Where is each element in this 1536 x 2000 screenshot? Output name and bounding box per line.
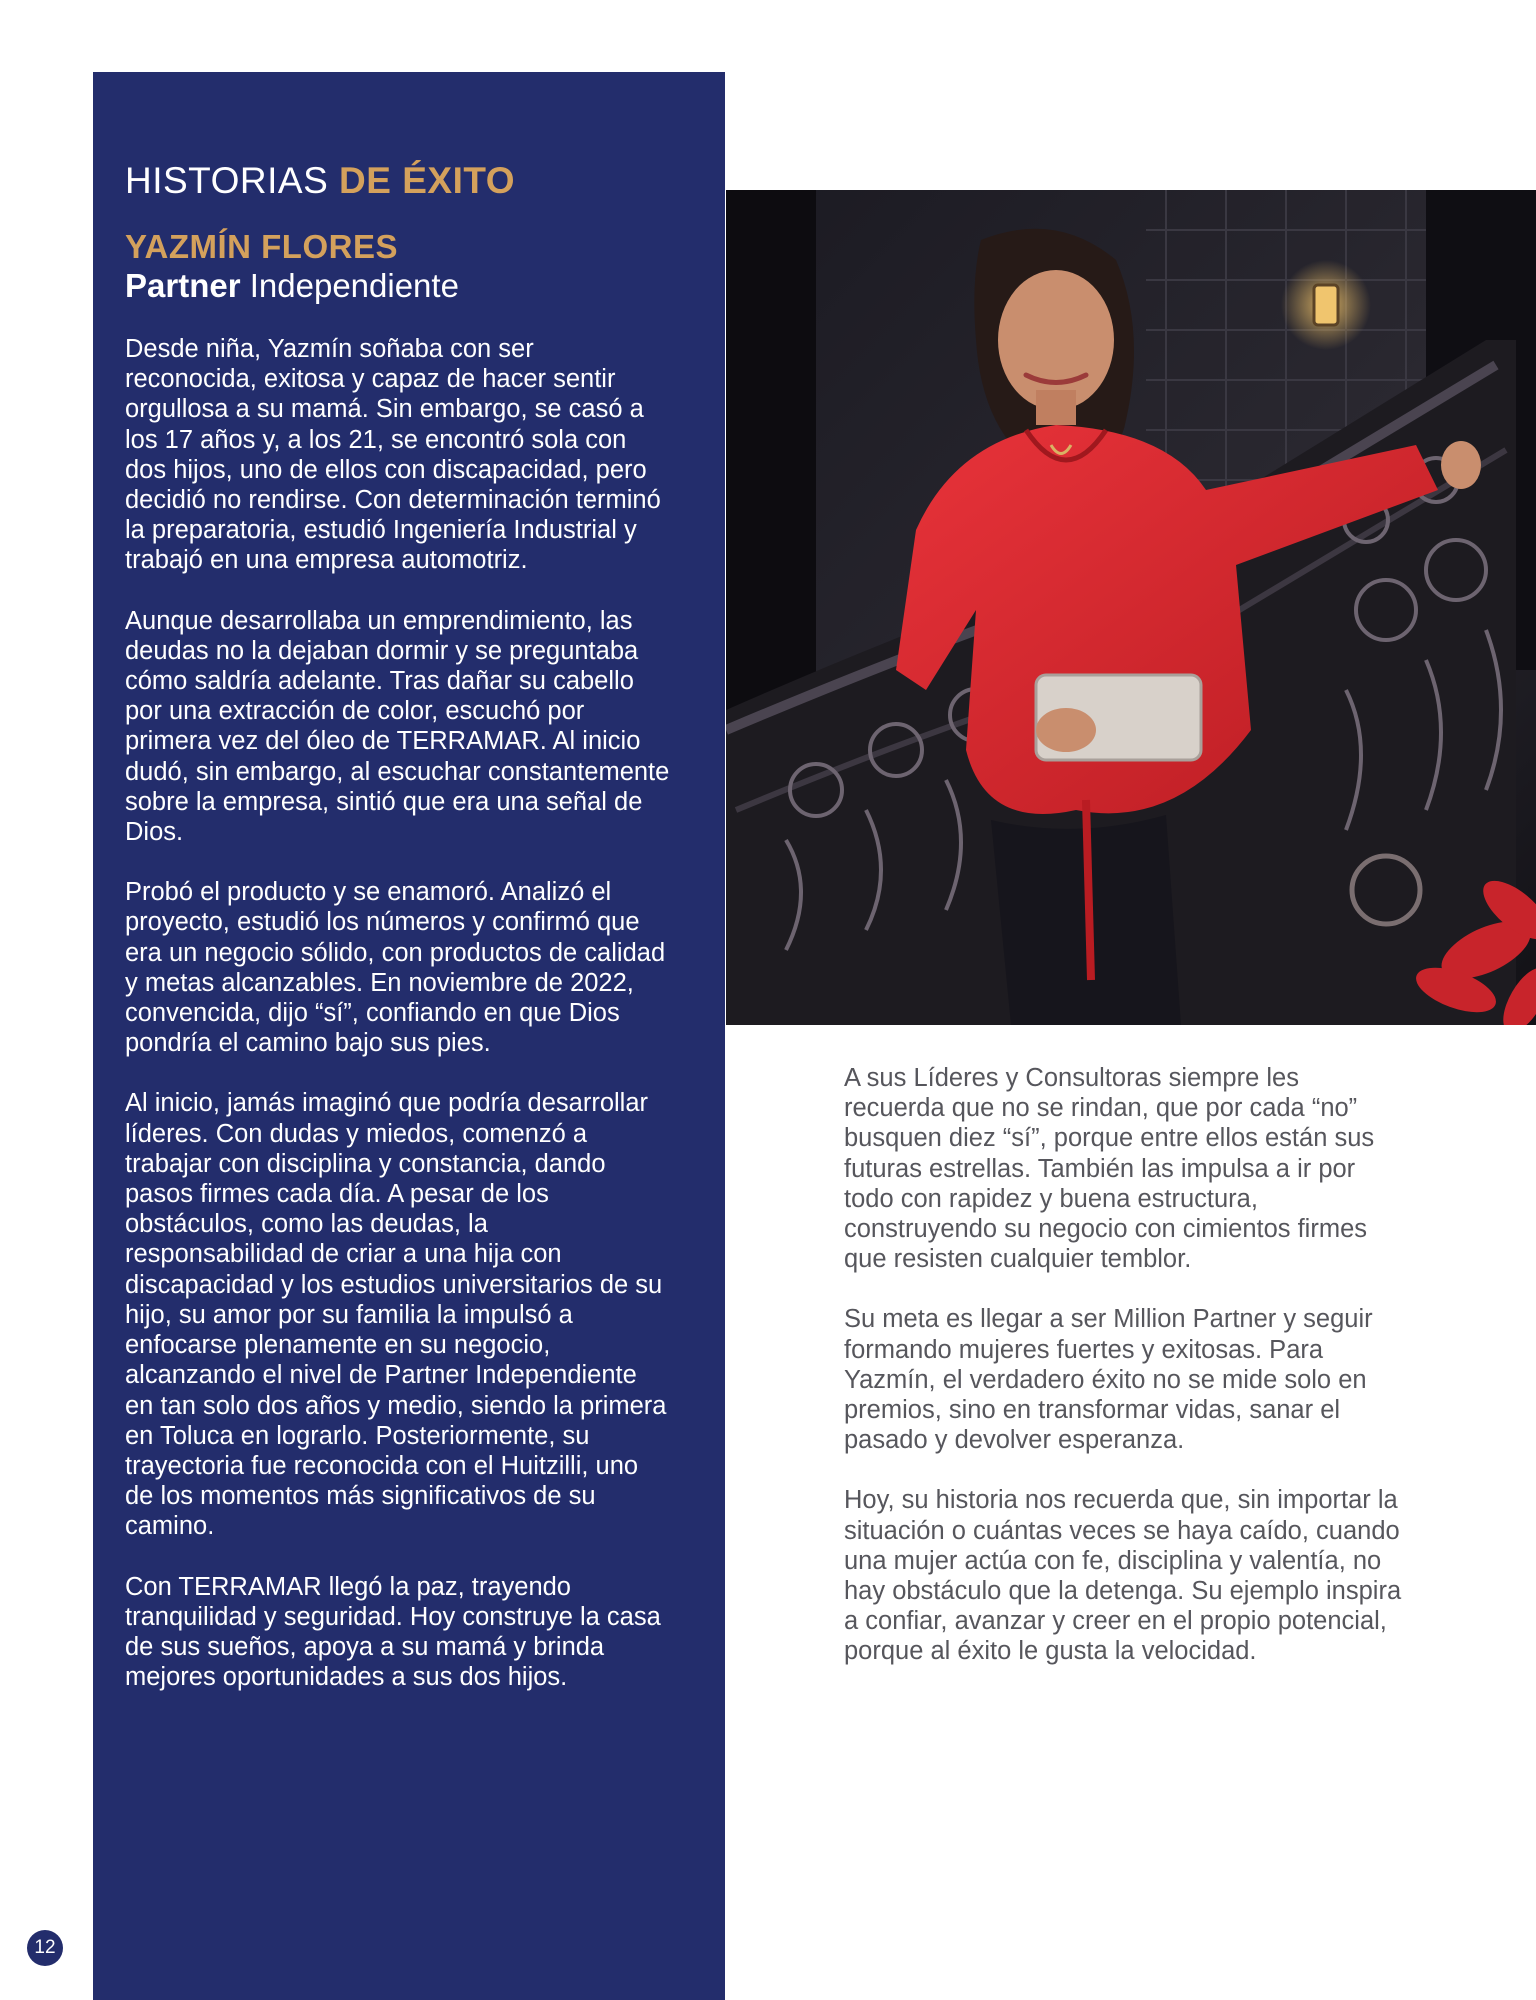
- section-title-plain: HISTORIAS: [125, 160, 329, 201]
- profile-role-bold: Partner: [125, 267, 241, 304]
- profile-role: [125, 267, 459, 305]
- page-number-badge: 12: [27, 1930, 63, 1966]
- section-title-accent: DE ÉXITO: [339, 160, 516, 201]
- portrait-photo: [726, 190, 1536, 1025]
- portrait-illustration: [726, 190, 1536, 1025]
- story-paragraph: Hoy, su historia nos recuerda que, sin importar la situación o cuántas veces se haya caído, cuando una mujer actúa con fe, disciplina y valentía, no hay obstáculo que la detenga. Su ejemplo inspira a confiar, avanzar y creer en el propio potencial, porque al éxito le gusta la velocidad.: [844, 1486, 1402, 1666]
- section-title: [125, 160, 515, 202]
- profile-role-rest: Independiente: [249, 267, 459, 304]
- story-paragraph: Su meta es llegar a ser Million Partner y seguir formando mujeres fuertes y exitosas. Para Yazmín, el verdadero éxito no se mide solo en premios, sino en transformar vidas, sanar el pasado y devolver esperanza.: [844, 1305, 1373, 1455]
- story-paragraph: A sus Líderes y Consultoras siempre les recuerda que no se rindan, que por cada “no” busquen diez “sí”, porque entre ellos están sus futuras estrellas. También las impulsa a ir por todo con rapidez y buena estructura, construyendo su negocio con cimientos firmes que resisten cualquier temblor.: [844, 1064, 1375, 1274]
- profile-name: YAZMÍN FLORES: [125, 228, 398, 265]
- story-left-column: [125, 334, 670, 1722]
- wall-lamp: [1314, 285, 1338, 325]
- story-paragraph: Aunque desarrollaba un emprendimiento, las deudas no la dejaban dormir y se preguntaba cómo saldría adelante. Tras dañar su cabello por una extracción de color, escuchó por primera vez del óleo de TERRAMAR. Al inicio dudó, sin embargo, al escuchar constantemente sobre la empresa, sintió que era una señal de Dios.: [125, 606, 670, 847]
- story-paragraph: Desde niña, Yazmín soñaba con ser reconocida, exitosa y capaz de hacer sentir orgullosa a su mamá. Sin embargo, se casó a los 17 años y, a los 21, se encontró sola con dos hijos, uno de ellos con discapacidad, pero decidió no rendirse. Con determinación terminó la preparatoria, estudió Ingeniería Industrial y trabajó en una empresa automotriz.: [125, 335, 661, 575]
- story-right-column: [844, 1063, 1404, 1697]
- story-paragraph: Al inicio, jamás imaginó que podría desarrollar líderes. Con dudas y miedos, comenzó a trabajar con disciplina y constancia, dando pasos firmes cada día. A pesar de los obstáculos, como las deudas, la responsabilidad de criar a una hija con discapacidad y los estudios universitarios de su hijo, su amor por su familia la impulsó a enfocarse plenamente en su negocio, alcanzando el nivel de Partner Independiente en tan solo dos años y medio, siendo la primera en Toluca en lograrlo. Posteriormente, su trayectoria fue reconocida con el Huitzilli, uno de los momentos más significativos de su camino.: [125, 1089, 667, 1541]
- story-paragraph: Con TERRAMAR llegó la paz, trayendo tranquilidad y seguridad. Hoy construye la casa de sus sueños, apoya a su mamá y brinda mejores oportunidades a sus dos hijos.: [125, 1572, 661, 1692]
- story-paragraph: Probó el producto y se enamoró. Analizó el proyecto, estudió los números y confirmó que era un negocio sólido, con productos de calidad y metas alcanzables. En noviembre de 2022, convencida, dijo “sí”, confiando en que Dios pondría el camino bajo sus pies.: [125, 878, 666, 1058]
